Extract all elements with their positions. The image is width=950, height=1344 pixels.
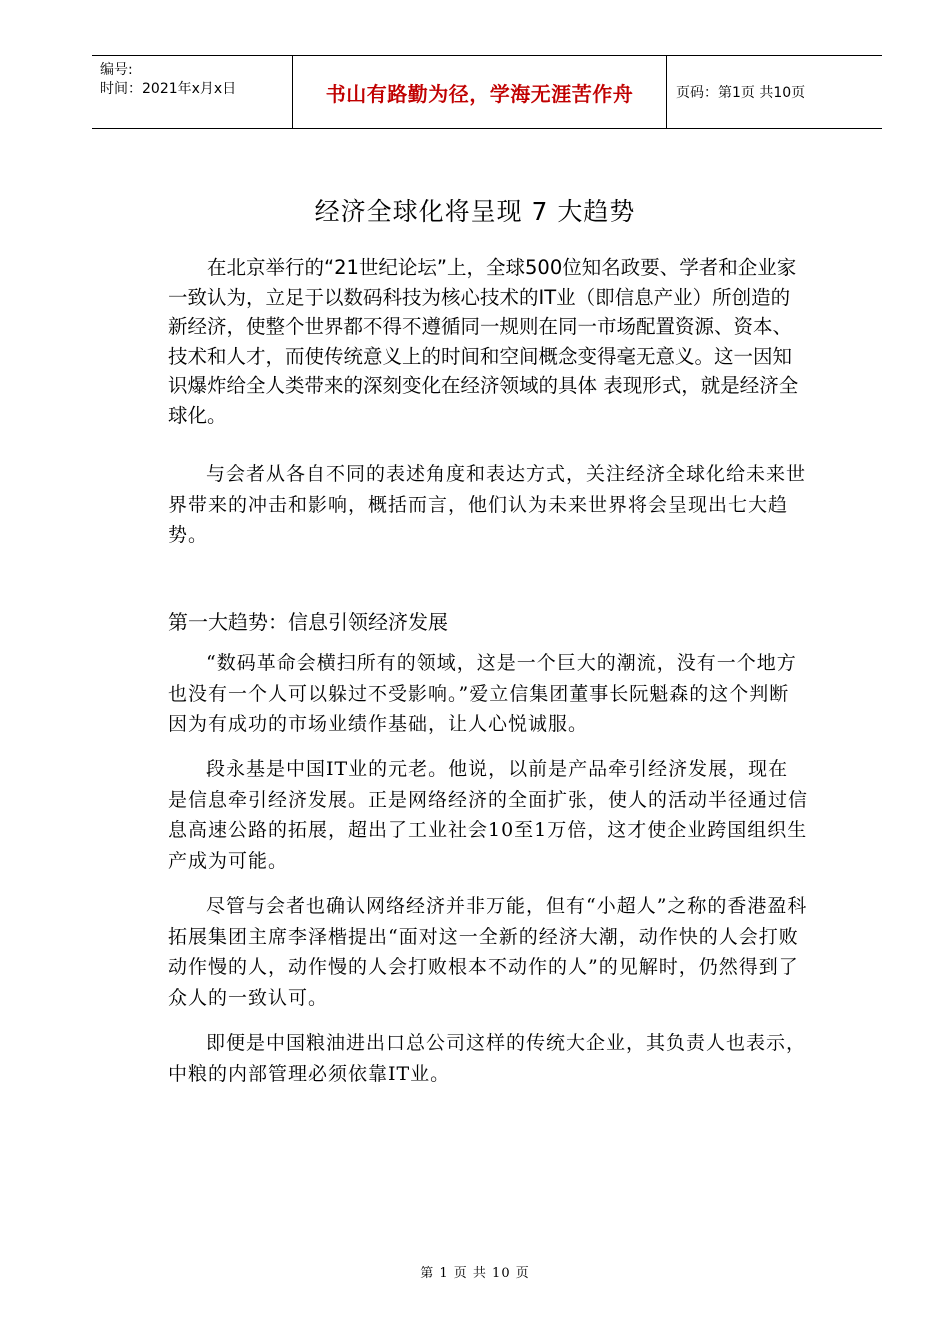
paragraph-4: 段永基是中国IT业的元老。他说，以前是产品牵引经济发展，现在是信息牵引经济发展。正是网络经济的全面扩张，使人的活动半径通过信息高速公路的拓展，超出了工业社会10至1万倍，这才使企业跨国组织生产成为可能。 bbox=[168, 758, 809, 872]
paragraph-5: 尽管与会者也确认网络经济并非万能，但有“小超人”之称的香港盈科拓展集团主席李泽楷提出“面对这一全新的经济大潮，动作快的人会打败动作慢的人，动作慢的人会打败根本不动作的人”的见解时，仍然得到了众人的一致认可。 bbox=[168, 895, 808, 1009]
number-label: 编号: bbox=[100, 62, 133, 78]
header-motto-cell bbox=[293, 56, 667, 128]
paragraph-6: 即便是中国粮油进出口总公司这样的传统大企业，其负责人也表示，中粮的内部管理必须依靠IT业。 bbox=[168, 1032, 807, 1085]
page-label: 页码：第1页 共10页 bbox=[676, 85, 806, 101]
paragraph-2: 与会者从各自不同的表述角度和表达方式，关注经济全球化给未来世界带来的冲击和影响，概括而言，他们认为未来世界将会呈现出七大趋势。 bbox=[168, 463, 807, 546]
intro-paragraph: 在北京举行的“21世纪论坛”上，全球500位知名政要、学者和企业家一致认为，立足于以数码科技为核心技术的IT业（即信息产业）所创造的新经济，使整个世界都不得不遵循同一规则在同一市场配置资源、资本、技术和人才，而使传统意义上的时间和空间概念变得毫无意义。这一因知识爆炸给全人类带来的深刻变化在经济领域的具体 表现形式，就是经济全球化。 bbox=[168, 256, 799, 427]
header-meta-cell bbox=[92, 56, 293, 128]
page-footer: 第 1 页 共 10 页 bbox=[420, 1266, 530, 1281]
time-label: 时间：2021年x月x日 bbox=[100, 81, 237, 97]
paragraph-3: “数码革命会横扫所有的领域，这是一个巨大的潮流，没有一个地方也没有一个人可以躲过不受影响。”爱立信集团董事长阮魁森的这个判断因为有成功的市场业绩作基础，让人心悦诚服。 bbox=[168, 652, 797, 735]
header-page-cell bbox=[667, 56, 882, 128]
section-heading: 第一大趋势：信息引领经济发展 bbox=[168, 610, 448, 634]
motto-text: 书山有路勤为径，学海无涯苦作舟 bbox=[325, 81, 634, 106]
document-header bbox=[92, 55, 882, 129]
document-title: 经济全球化将呈现 7 大趋势 bbox=[314, 197, 636, 226]
